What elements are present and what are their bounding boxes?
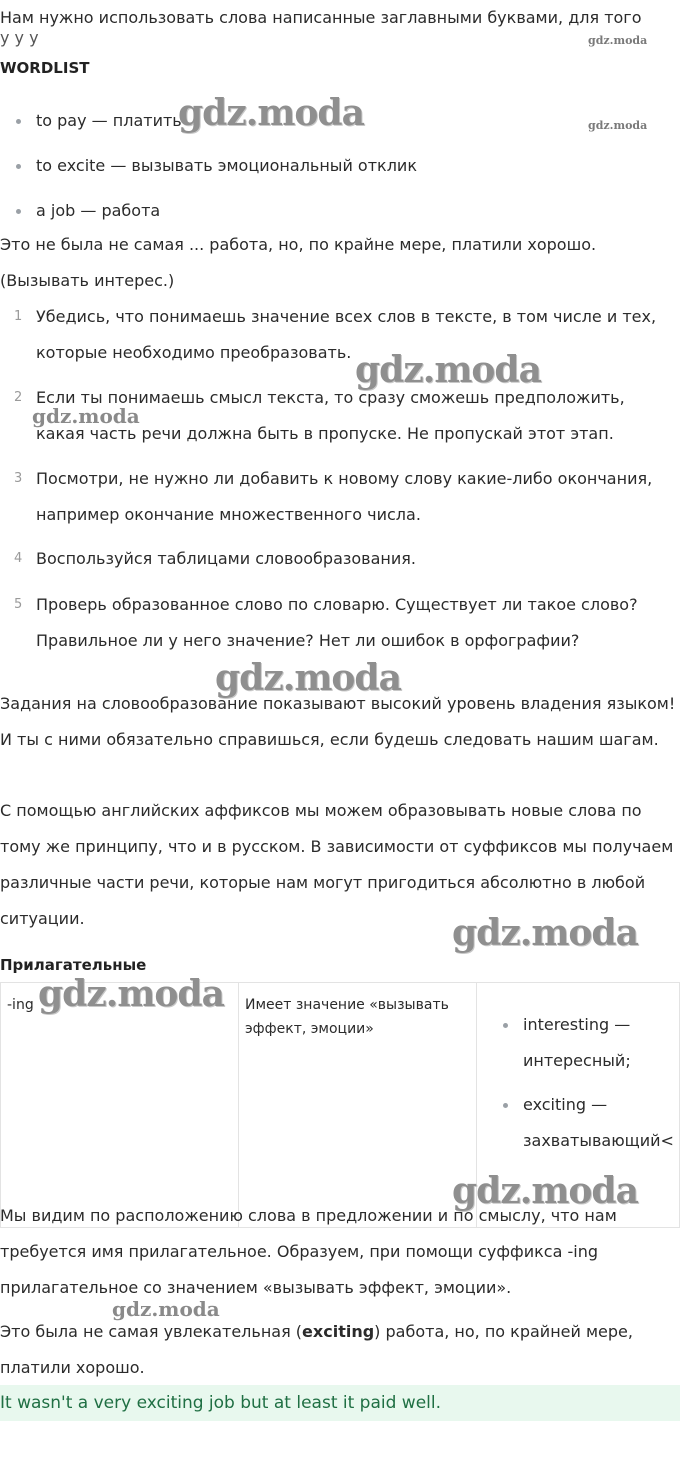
watermark: gdz.moda [32,404,140,428]
step-number: 3 [14,471,23,486]
adjectives-heading: Прилагательные [0,956,147,974]
watermark: gdz.moda [38,973,224,1015]
list-item [503,1087,674,1159]
step-text: Посмотри, не нужно ли добавить к новому слову какие-либо окончания, например окончание множественного числа. [36,469,653,524]
bullet-dot [16,164,21,169]
watermark: gdz.moda [452,912,638,954]
watermark: gdz.moda [588,119,648,132]
bullet-dot [16,209,21,214]
intro-text-cut: у у у [0,28,39,47]
watermark: gdz.moda [452,1170,638,1212]
result-sentence [0,1314,680,1386]
result-before: Это была не самая увлекательная ( [0,1322,303,1341]
wordlist-heading: WORDLIST [0,59,90,77]
table-cell-suffix [1,983,239,1228]
intro-text: Нам нужно использовать слова написанные заглавными буквами, для того [0,8,642,27]
result-bold-word: exciting [302,1322,375,1341]
watermark: gdz.moda [112,1297,220,1321]
table-cell-meaning [239,983,477,1228]
step-text: Убедись, что понимаешь значение всех слов в тексте, в том числе и тех, которые необходимо преобразовать. [36,307,657,362]
example-text: exciting — захватывающий< [523,1095,674,1150]
watermark: gdz.moda [178,92,364,134]
example-text: interesting — интересный; [523,1015,631,1070]
paragraph-tasks: Задания на словообразование показывают высокий уровень владения языком! И ты с ними обязательно справишься, если будешь следовать нашим шагам. [0,694,676,749]
step-number: 2 [14,390,23,405]
watermark: gdz.moda [588,34,648,47]
result-after: ) работа, но, по крайней мере, платили хорошо. [0,1322,633,1377]
list-item [503,1007,659,1079]
watermark: gdz.moda [215,657,401,699]
answer-text: It wasn't a very exciting job but at least it paid well. [0,1393,442,1413]
step-number: 5 [14,597,23,612]
paragraph-affixes: С помощью английских аффиксов мы можем образовывать новые слова по тому же принципу, что и в русском. В зависимости от суффиксов мы получаем различные части речи, которые нам могут пригодиться абсолютно в любой ситуации. [0,801,674,928]
step-text: Воспользуйся таблицами словообразования. [36,549,416,568]
step-number: 4 [14,551,23,566]
bullet-dot [16,119,21,124]
wordlist-item: a job — работа [36,201,161,220]
step-text: Если ты понимаешь смысл текста, то сразу сможешь предположить, какая часть речи должна быть в пропуске. Не пропускай этот этап. [36,388,625,443]
step-text: Проверь образованное слово по словарю. Существует ли такое слово? Правильное ли у него значение? Нет ли ошибок в орфографии? [36,595,638,650]
watermark: gdz.moda [355,349,541,391]
bullet-dot [503,1023,508,1028]
answer-box [0,1385,680,1421]
meaning-text: Имеет значение «вызывать эффект, эмоции» [245,997,449,1037]
step-number: 1 [14,309,23,324]
bullet-dot [503,1103,508,1108]
suffix-text: -ing [7,997,34,1013]
explanation: Мы видим по расположению слова в предложении и по смыслу, что нам требуется имя прилагательное. Образуем, при помощи суффикса -ing прилагательное со значением «вызывать эффект, эмоции». [0,1206,617,1297]
wordlist-item: to pay — платить [36,111,182,130]
wordlist-item: to excite — вызывать эмоциональный отклик [36,156,417,175]
task-sentence: Это не была не самая ... работа, но, по крайне мере, платили хорошо. (Вызывать интерес.) [0,235,597,290]
